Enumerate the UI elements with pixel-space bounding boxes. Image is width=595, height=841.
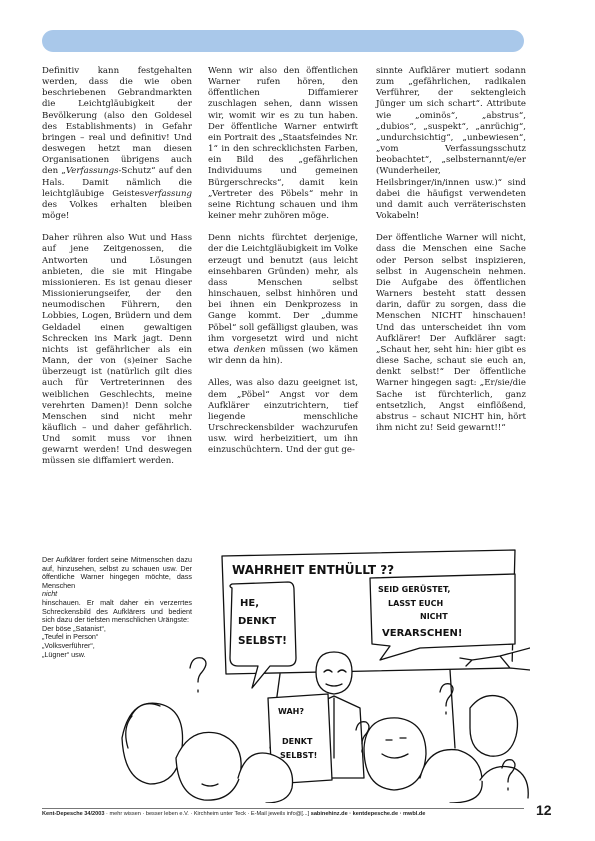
- footer-publication: Kent-Depesche 34/2003: [42, 811, 105, 817]
- sign-line: WAH?: [278, 707, 304, 716]
- caption-line: „Teufel in Person“: [42, 632, 99, 642]
- caption-line: „Lügner“ usw.: [42, 649, 86, 659]
- footer-info: · mehr wissen · besser leben e.V. · Kirchheim unter Teck · E-Mail jeweils info@[...]: [104, 811, 311, 817]
- paragraph: Der öffentliche Warner will nicht, dass die Menschen eine Sache oder Person selbst inspizieren, selbst in Augenschein nehmen. Die Aufgabe des öffentlichen Warners besteht statt dessen darin, dafür zu sorgen, dass die Menschen NICHT hinschauen! Und das unterscheidet ihn vom Aufklärer! Der Aufklärer sagt: „Schaut her, seht hin: hier gibt es diese Sache, schaut sie euch an, denkt selbst!“ Der öffentliche Warner hingegen sagt: „Er/sie/die Sache ist fürchterlich, ganz entsetzlich, Angst einflößend, abstrus – schaut NICHT hin, hört ihm nicht zu! Seid gewarnt!!“: [376, 233, 526, 433]
- bubble-right-line: SEID GERÜSTET,: [378, 585, 451, 594]
- paragraph: Definitiv kann festgehalten werden, dass die wie oben beschriebenen Gebrandmarkten die Leichtgläubigkeit der Bevölkerung (also den Goldesel des Establishments) in Gefahr bringen – real und definitiv! Und deswegen hetzt man diesen Organisationen übrigens auch den „Verfassungs-Schutz“ auf den Hals. Damit nämlich die leichtgläubige Geistesverfassung des Volkes erhalten bleiben möge!: [42, 66, 192, 222]
- bubble-left-line: SELBST!: [238, 635, 287, 647]
- bubble-left-line: HE,: [240, 598, 259, 609]
- paragraph: Daher rühren also Wut und Hass auf jene Zeitgenossen, die Antworten und Lösungen anbieten, die sie mit Hingabe missionieren. Es ist genau dieser Missionierungseifer, der den neumodischen Führern, den Lobbies, Logen, Brüdern und dem Geldadel einen gewaltigen Schrecken ins Mark jagt. Denn nichts ist gefährlicher als ein Mann, der von (s)einer Sache überzeugt ist (natürlich gilt dies auch für Vertreterinnen des weiblichen Geschlechts, meine verehrten Damen)! Denn solche Menschen sind nicht mehr käuflich – und daher gefährlich. Und somit muss vor ihnen gewarnt werden! Und deswegen müssen sie diffamiert werden.: [42, 233, 192, 467]
- paragraph: sinnte Aufklärer mutiert sodann zum „gefährlichen, radikalen Verführer, der sektengleich Jünger um sich schart“. Attribute wie „ominös“, „abstrus“, „dubios“, „suspekt“, „anrüchig“, „undurchsichtig“, „unbewiesen“, „vom Verfassungsschutz beobachtet“, „selbsternannt/e/er (Wunderheiler, Heilsbringer/in/innen usw.)“ sind dabei die häufigst verwendeten und damit auch verräterischsten Vokabeln!: [376, 66, 526, 222]
- article-column-1: [42, 66, 192, 479]
- caption-line: Der böse „Satanist“,: [42, 623, 106, 633]
- cartoon-illustration: [120, 548, 530, 803]
- bubble-left-line: DENKT: [238, 616, 277, 627]
- caption-line: „Volksverführer“,: [42, 640, 95, 650]
- paragraph: Alles, was also dazu geeignet ist, dem „Pöbel“ Angst vor dem Aufklärer einzutrichtern, tief liegende menschliche Urschreckensbilder wachzurufen usw. wird herbeizitiert, um ihn einzuschüchtern. Und der gut ge-: [208, 378, 358, 456]
- paragraph: Denn nichts fürchtet derjenige, der die Leichtgläubigkeit im Volke erzeugt und benutzt (aus leicht einsehbaren Gründen) mehr, als dass Menschen selbst hinschauen, selbst hinhören und bei ihnen ein Denkprozess in Gange kommt. Der „dumme Pöbel“ soll gefälligst glauben, was ihm vorgesetzt wird und nicht etwa denken müssen (wo kämen wir denn da hin).: [208, 233, 358, 367]
- bubble-right-line: LASST EUCH: [388, 599, 444, 608]
- article-column-3: [376, 66, 526, 445]
- banner-text: WAHRHEIT ENTHÜLLT ??: [232, 563, 395, 577]
- page-footer: [42, 808, 524, 819]
- header-bar: [42, 30, 524, 52]
- footer-websites: sabinehinz.de · kentdepesche.de · mwbl.de: [310, 811, 426, 817]
- article-column-2: [208, 66, 358, 468]
- bubble-right-line: VERARSCHEN!: [382, 628, 463, 639]
- paragraph: Wenn wir also den öffentlichen Warner rufen hören, den öffentlichen Diffamierer zuschlagen sehen, dann wissen wir, womit wir es zu tun haben. Der öffentliche Warner entwirft ein Portrait des „Staatsfeindes Nr. 1“ in den schrecklichsten Farben, ein Bild des „gefährlichen Individuums und gemeinen Bürgerschrecks“, damit kein „Vertreter des Pöbels“ mehr in seine Richtung schauen und ihm keiner mehr zuhören möge.: [208, 66, 358, 222]
- sign-line: SELBST!: [280, 751, 318, 760]
- caption-text: Der Aufklärer fordert seine Mitmenschen dazu auf, hinzusehen, selbst zu schauen usw. Der öffentliche Warner hingegen möchte, dass Menschen nicht hinschauen. Er malt daher ein verzerrtes Schreckensbild des Aufklärers und bedient sich dazu der tiefsten menschlichen Urängste:: [42, 555, 192, 625]
- page-number: 12: [536, 802, 552, 818]
- sign-line: DENKT: [282, 737, 313, 746]
- bubble-right-line: NICHT: [420, 612, 448, 621]
